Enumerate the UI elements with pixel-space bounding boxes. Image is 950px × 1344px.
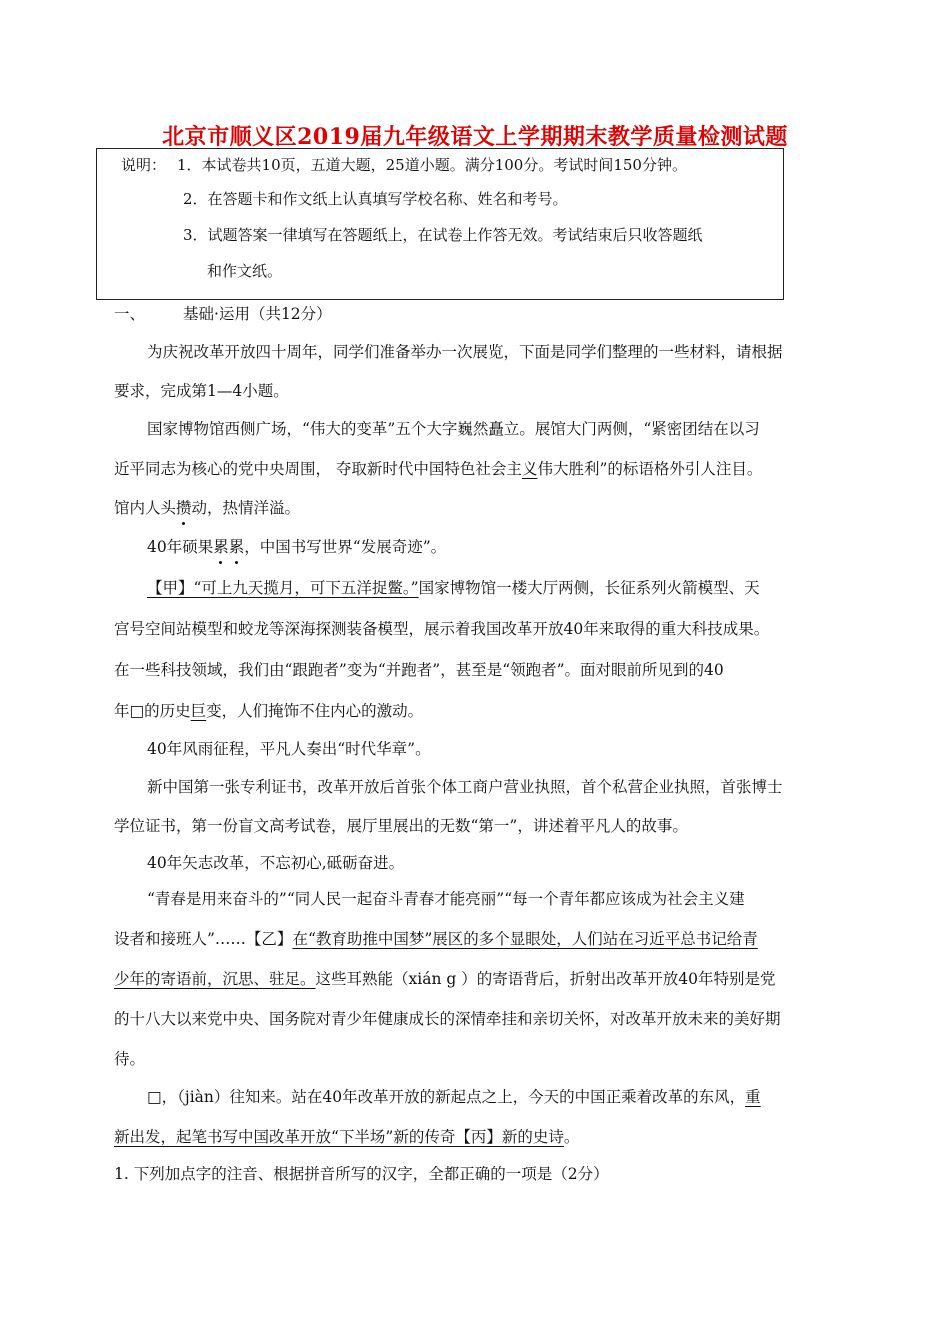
section-1-heading [114, 303, 332, 325]
paragraph-line: 的十八大以来党中央、国务院对青少年健康成长的深情牵挂和亲切关怀，对改革开放未来的美好期 [114, 1010, 781, 1028]
text-span: 年□的历史 [114, 702, 191, 720]
text-span: 国家博物馆一楼大厅两侧，长征系列火箭模型、天 [418, 579, 760, 597]
text-span: 40年硕果 [147, 538, 214, 556]
paragraph-line: “青春是用来奋斗的”“同人民一起奋斗青春才能亮丽”“每一个青年都应该成为社会主义建 [147, 890, 745, 908]
marked-sentence-yi: 在“教育助推中国梦”展区的多个显眼处，人们站在习近平总书记给青 [292, 930, 758, 948]
text-span: 变，人们掩饰不住内心的激动。 [206, 702, 424, 720]
marked-sentence-yi-cont: 少年的寄语前，沉思、驻足。 [114, 970, 316, 988]
text-span: 伟大胜利”的标语格外引人注目。 [537, 460, 763, 478]
text-span: 。 [563, 1128, 580, 1146]
text-span: □，（jiàn）往知来。站在40年改革开放的新起点之上，今天的中国正乘着改革的东风， [147, 1088, 746, 1106]
notice-item-3: 3．试题答案一律填写在答题纸上，在试卷上作答无效。考试结束后只收答题纸 [183, 226, 703, 244]
section-number: 一、 [114, 305, 146, 323]
paragraph-line: 国家博物馆西侧广场，“伟大的变革”五个大字巍然矗立。展馆大门两侧，“紧密团结在以习 [147, 420, 760, 438]
text-span: 这些耳熟能（xián g ）的寄语背后，折射出改革开放40年特别是党 [315, 970, 776, 988]
paragraph-line [114, 458, 762, 480]
underlined-char: 义 [521, 460, 538, 478]
dotted-char: 累 [213, 538, 229, 556]
text-span: ，中国书写世界“发展奇迹”。 [244, 538, 447, 556]
paragraph-line [114, 928, 758, 950]
page-title: 北京市顺义区2019届九年级语文上学期期末教学质量检测试题 [162, 124, 788, 150]
underlined-text: 新出发，起笔书写中国改革开放“下半场”新的传奇【丙】新的史诗 [114, 1128, 564, 1146]
paragraph-line: 待。 [114, 1050, 146, 1068]
section-title: 基础·运用（共12分） [183, 305, 332, 323]
paragraph-line: 要求，完成第1—4小题。 [114, 382, 289, 400]
subheading-line: 40年矢志改革，不忘初心,砥砺奋进。 [147, 854, 405, 872]
paragraph-line: 新中国第一张专利证书，改革开放后首张个体工商户营业执照，首个私营企业执照，首张博士 [147, 778, 783, 796]
paragraph-line: 为庆祝改革开放四十周年，同学们准备举办一次展览，下面是同学们整理的一些材料，请根据 [147, 343, 783, 361]
paragraph-line [147, 577, 760, 599]
question-1: 1. 下列加点字的注音、根据拼音所写的汉字，全都正确的一项是（2分） [114, 1165, 609, 1183]
paragraph-line [114, 700, 423, 722]
paragraph-line [147, 1086, 761, 1108]
underlined-char: 巨 [190, 702, 207, 720]
text-span: 近平同志为核心的党中央周围， 夺取新时代中国特色社会主 [114, 460, 522, 478]
dotted-char: 攒 [176, 499, 192, 517]
exam-instructions-box [96, 148, 784, 300]
paragraph-line [114, 1126, 579, 1148]
subheading-line [147, 536, 446, 558]
paragraph-line: 在一些科技领域，我们由“跟跑者”变为“并跑者”，甚至是“领跑者”。面对眼前所见到的40 [114, 661, 724, 679]
notice-item-3-continued: 和作文纸。 [207, 262, 283, 280]
notice-item-1: 1．本试卷共10页，五道大题，25道小题。满分100分。考试时间150分钟。 [177, 156, 687, 174]
paragraph-line [114, 968, 775, 990]
notice-label: 说明： [121, 156, 167, 174]
text-span: 馆内人头 [114, 499, 177, 517]
text-span: 动，热情洋溢。 [191, 499, 301, 517]
subheading-line: 40年风雨征程，平凡人奏出“时代华章”。 [147, 740, 431, 758]
text-span: 设者和接班人”……【乙】 [114, 930, 293, 948]
notice-item-2: 2．在答题卡和作文纸上认真填写学校名称、姓名和考号。 [183, 190, 568, 208]
underlined-text: 重 [745, 1088, 761, 1106]
paragraph-line: 宫号空间站模型和蛟龙等深海探测装备模型，展示着我国改革开放40年来取得的重大科技成果。 [114, 620, 770, 638]
paragraph-line: 学位证书，第一份盲文高考试卷，展厅里展出的无数“第一”，讲述着平凡人的故事。 [114, 817, 688, 835]
paragraph-line [114, 497, 300, 519]
marked-sentence-jia: 【甲】“可上九天揽月，可下五洋捉鳖。” [147, 579, 419, 597]
dotted-char: 累 [228, 538, 245, 556]
